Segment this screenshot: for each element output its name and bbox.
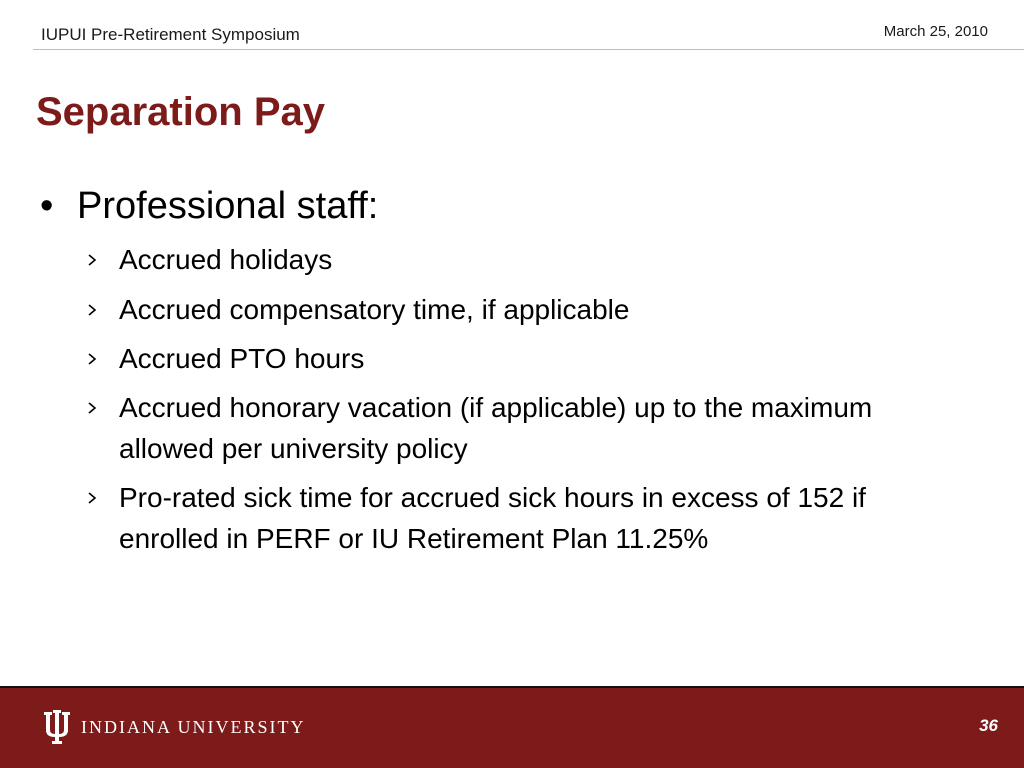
sub-bullet-text: Accrued holidays <box>119 244 333 275</box>
sub-bullet-text: Accrued honorary vacation (if applicable) up to the maximum allowed per university policy <box>119 392 873 464</box>
iu-trident-logo-icon <box>42 710 72 748</box>
slide-header <box>0 0 1024 50</box>
bullet-dot: • <box>40 185 54 227</box>
event-date: March 25, 2010 <box>883 23 988 40</box>
event-title: IUPUI Pre-Retirement Symposium <box>41 25 300 44</box>
sub-bullet-text: Accrued compensatory time, if applicable <box>119 294 630 325</box>
bullet-text: Professional staff: <box>77 185 379 227</box>
slide-title: Separation Pay <box>36 90 326 134</box>
sub-bullet-text: Accrued PTO hours <box>119 343 365 374</box>
sub-bullet-text: Pro-rated sick time for accrued sick hours in excess of 152 if enrolled in PERF or IU Retirement Plan 11.25% <box>119 482 866 554</box>
triangle-right-icon <box>86 289 108 330</box>
triangle-right-icon <box>86 477 108 518</box>
triangle-right-icon <box>86 387 108 428</box>
triangle-right-icon <box>86 239 108 280</box>
triangle-right-icon <box>86 338 108 379</box>
page-number: 36 <box>979 716 998 735</box>
header-divider <box>33 49 1024 50</box>
university-wordmark: INDIANA UNIVERSITY <box>81 717 306 737</box>
